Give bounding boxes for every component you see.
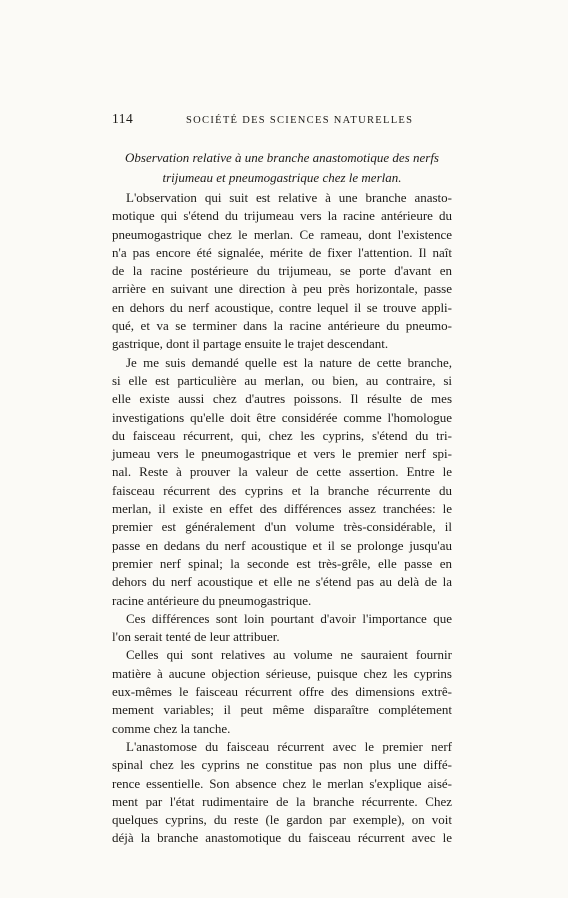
text-line: du faisceau récurrent, qui, chez les cyprins, s'étend du tri- xyxy=(112,427,452,443)
text-line: Celles qui sont relatives au volume ne sauraient fournir xyxy=(126,647,452,663)
text-line: premier est généralement d'un volume très-considérable, il xyxy=(112,519,452,535)
text-line: Je me suis demandé quelle est la nature de cette branche, xyxy=(126,354,452,370)
text-line: qué, et va se terminer dans la racine antérieure du pneumo- xyxy=(112,318,452,334)
text-line: mement variables; il peut même disparaître complétement xyxy=(112,702,452,718)
text-line: n'a pas encore été signalée, mérite de fixer l'attention. Il naît xyxy=(112,244,452,260)
text-line: comme chez la tanche. xyxy=(112,720,231,736)
article-title-line: trijumeau et pneumogastrique chez le merlan. xyxy=(162,170,402,185)
text-line: arrière en suivant une direction à peu près horizontale, passe xyxy=(112,281,452,297)
text-line: Ces différences sont loin pourtant d'avoir l'importance que xyxy=(126,610,452,626)
text-line: nal. Reste à prouver la valeur de cette assertion. Entre le xyxy=(112,464,452,480)
text-line: pneumogastrique chez le merlan. Ce rameau, dont l'existence xyxy=(112,226,452,242)
text-line: eux-mêmes le faisceau récurrent offre des dimensions extrê- xyxy=(112,684,452,700)
text-line: merlan, il existe en effet des différences assez tranchées: le xyxy=(112,501,452,517)
article-title xyxy=(112,148,452,188)
page-header xyxy=(112,111,452,127)
text-line: jumeau vers le pneumogastrique et vers le premier nerf spi- xyxy=(112,446,452,462)
text-line: si elle est particulière au merlan, ou bien, au contraire, si xyxy=(112,372,452,388)
article-title-line: Observation relative à une branche anastomotique des nerfs xyxy=(125,150,439,165)
page-number: 114 xyxy=(112,111,134,126)
body-text xyxy=(112,189,452,848)
running-title: SOCIÉTÉ DES SCIENCES NATURELLES xyxy=(186,115,414,126)
text-line: racine antérieure du pneumogastrique. xyxy=(112,592,312,608)
text-line: déjà la branche anastomotique du faisceau récurrent avec le xyxy=(112,830,452,846)
text-line: spinal chez les cyprins ne constitue pas non plus une diffé- xyxy=(112,757,452,773)
text-line: dehors du nerf acoustique et elle ne s'étend pas au delà de la xyxy=(112,574,452,590)
text-line: L'observation qui suit est relative à une branche anasto- xyxy=(126,190,452,205)
text-line: motique qui s'étend du trijumeau vers la racine antérieure du xyxy=(112,208,452,224)
text-line: gastrique, dont il partage ensuite le trajet descendant. xyxy=(112,336,389,352)
text-line: elle existe aussi chez d'autres poissons. Il résulte de mes xyxy=(112,391,452,407)
text-line: rence essentielle. Son absence chez le merlan s'explique aisé- xyxy=(112,775,452,791)
text-line: ment par l'état rudimentaire de la branche récurrente. Chez xyxy=(112,793,452,809)
text-line: faisceau récurrent des cyprins et la branche récurrente du xyxy=(112,482,452,498)
text-line: passe en dedans du nerf acoustique et il se prolonge jusqu'au xyxy=(112,537,452,553)
text-line: matière à aucune objection sérieuse, puisque chez les cyprins xyxy=(112,665,452,681)
text-line: L'anastomose du faisceau récurrent avec le premier nerf xyxy=(126,738,452,754)
text-line: l'on serait tenté de leur attribuer. xyxy=(112,629,280,645)
text-line: investigations qu'elle doit être considérée comme l'homologue xyxy=(112,409,452,425)
text-line: de la racine postérieure du trijumeau, se porte d'avant en xyxy=(112,263,452,279)
text-line: premier nerf spinal; la seconde est très-grêle, elle passe en xyxy=(112,555,452,571)
text-line: quelques cyprins, du reste (le gardon par exemple), on voit xyxy=(112,812,452,828)
text-line: en dehors du nerf acoustique, contre lequel il se trouve appli- xyxy=(112,299,452,315)
